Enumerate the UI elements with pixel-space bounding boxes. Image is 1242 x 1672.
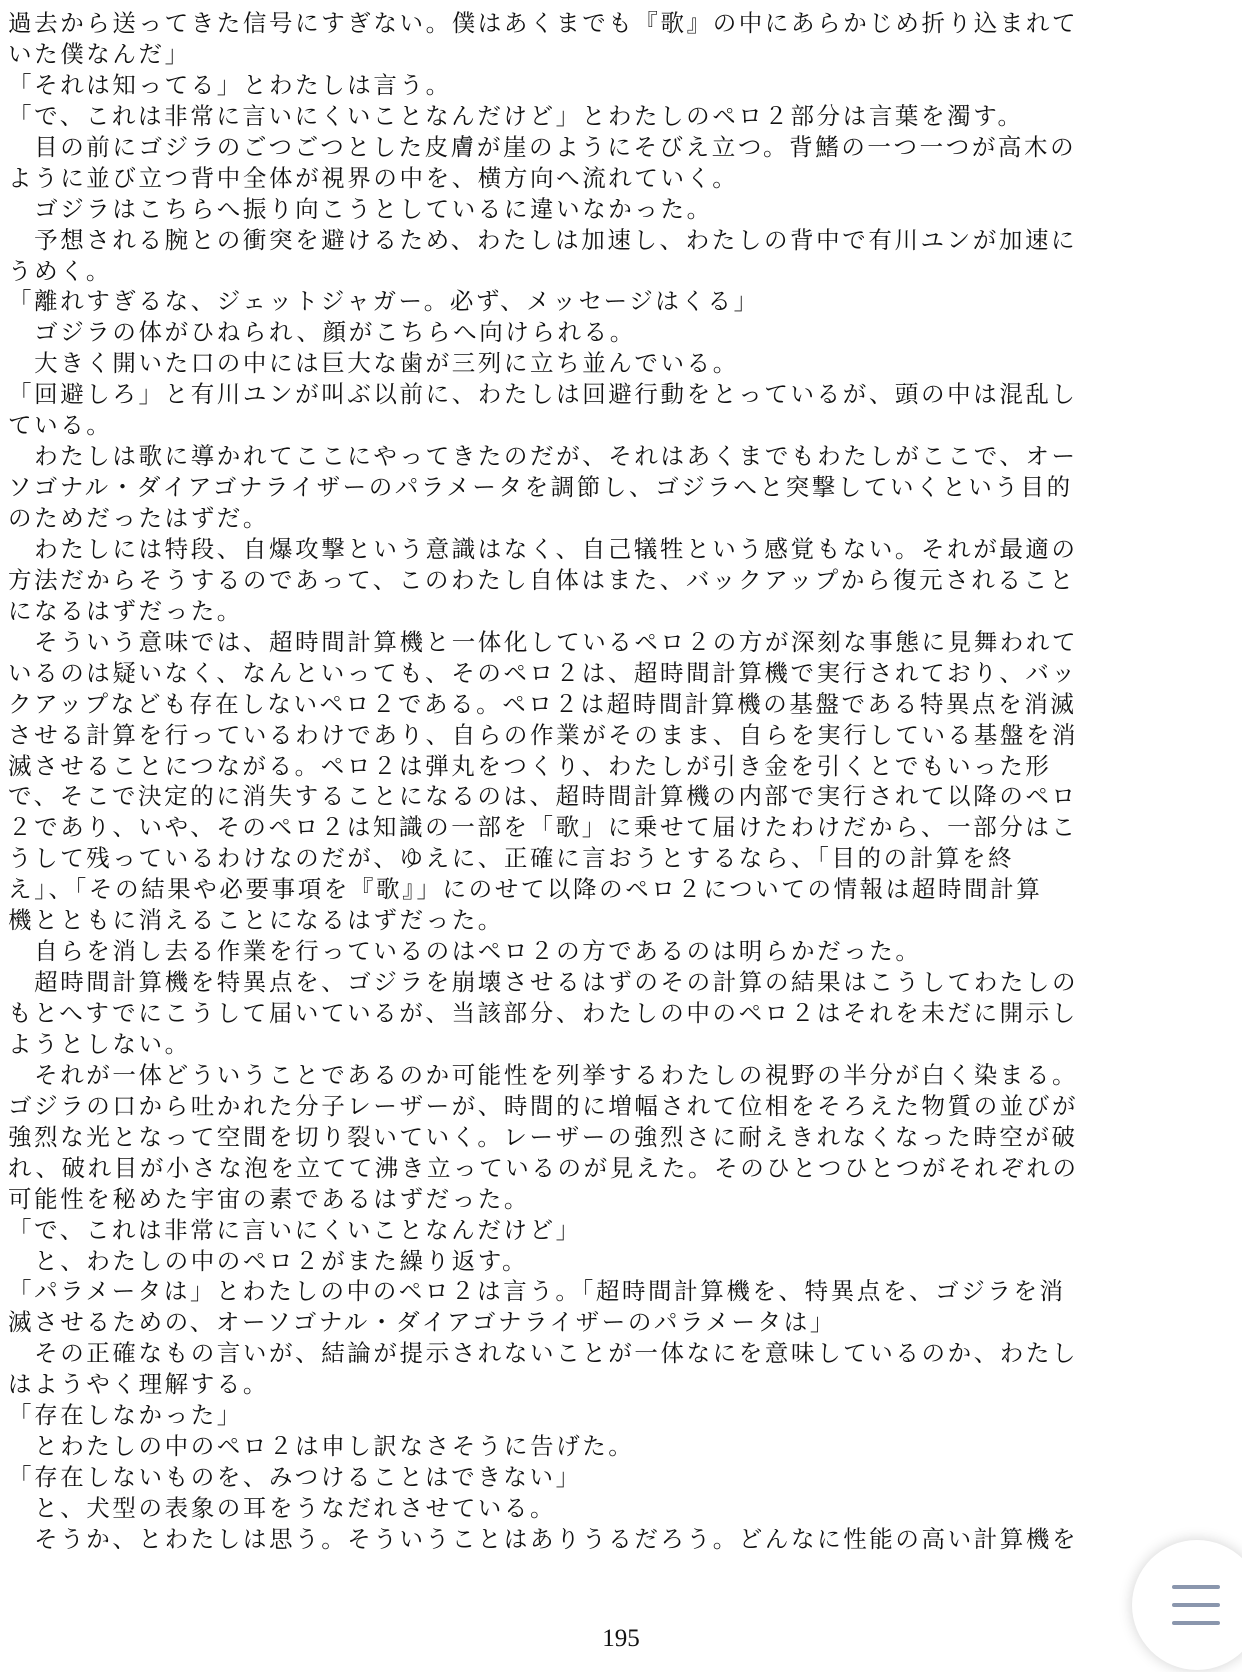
text-line: そういう意味では、超時間計算機と一体化しているペロ２の方が深刻な事態に見舞われて	[8, 627, 1079, 656]
text-line: 大きく開いた口の中には巨大な歯が三列に立ち並んでいる。	[8, 349, 739, 378]
text-line: ようとしない。	[8, 1029, 191, 1058]
text-line: はようやく理解する。	[8, 1370, 269, 1399]
text-line: 目の前にゴジラのごつごつとした皮膚が崖のようにそびえ立つ。背鰭の一つ一つが高木の	[8, 132, 1077, 161]
text-line: ２であり、いや、そのペロ２は知識の一部を「歌」に乗せて届けたわけだから、一部分はこ	[8, 813, 1078, 842]
text-line: 可能性を秘めた宇宙の素であるはずだった。	[8, 1184, 530, 1213]
text-line: 「存在しないものを、みつけることはできない」	[8, 1463, 582, 1492]
text-line: 自らを消し去る作業を行っているのはペロ２の方であるのは明らかだった。	[8, 937, 922, 966]
text-line: うして残っているわけなのだが、ゆえに、正確に言おうとするなら、「目的の計算を終	[8, 844, 1015, 873]
text-line: わたしは歌に導かれてここにやってきたのだが、それはあくまでもわたしがここで、オー	[8, 442, 1078, 471]
text-line: 機とともに消えることになるはずだった。	[8, 906, 504, 935]
text-line: 「存在しなかった」	[8, 1401, 243, 1430]
text-line: で、そこで決定的に消失することになるのは、超時間計算機の内部で実行されて以降のペロ	[8, 782, 1078, 811]
text-line: のためだったはずだ。	[8, 504, 269, 532]
text-line: と、犬型の表象の耳をうなだれさせている。	[8, 1494, 557, 1522]
text-line: 「で、これは非常に言いにくいことなんだけど」とわたしのペロ２部分は言葉を濁す。	[8, 101, 1024, 130]
text-line: もとへすでにこうして届いているが、当該部分、わたしの中のペロ２はそれを未だに開示し	[8, 999, 1078, 1027]
text-line: え」、「その結果や必要事項を『歌』」にのせて以降のペロ２についての情報は超時間計算	[8, 875, 1043, 904]
text-line: 超時間計算機を特異点を、ゴジラを崩壊させるはずのその計算の結果はこうしてわたしの	[8, 968, 1079, 997]
text-line: ゴジラの体がひねられ、顔がこちらへ向けられる。	[8, 318, 636, 347]
text-line: ソゴナル・ダイアゴナライザーのパラメータを調節し、ゴジラへと突撃していくという目的	[8, 473, 1073, 502]
text-line: と、わたしの中のペロ２がまた繰り返す。	[8, 1246, 529, 1275]
text-line: 「パラメータは」とわたしの中のペロ２は言う。「超時間計算機を、特異点を、ゴジラを消	[8, 1277, 1066, 1306]
text-line: ゴジラはこちらへ振り向こうとしているに違いなかった。	[8, 194, 713, 223]
text-line: いるのは疑いなく、なんといっても、そのペロ２は、超時間計算機で実行されており、バッ	[8, 658, 1078, 687]
text-line: 滅させるための、オーソゴナル・ダイアゴナライザーのパラメータは」	[8, 1308, 836, 1337]
text-line: それが一体どういうことであるのか可能性を列挙するわたしの視野の半分が白く染まる。	[8, 1060, 1079, 1089]
text-line: その正確なもの言いが、結論が提示されないことが一体なにを意味しているのか、わたし	[8, 1339, 1079, 1368]
text-line: になるはずだった。	[8, 596, 243, 625]
text-line: ように並び立つ背中全体が視界の中を、横方向へ流れていく。	[8, 163, 739, 192]
text-line: わたしには特段、自爆攻撃という意識はなく、自己犠牲という感覚もない。それが最適の	[8, 534, 1078, 563]
text-line: 予想される腕との衝突を避けるため、わたしは加速し、わたしの背中で有川ユンが加速に	[8, 225, 1078, 254]
text-line: させる計算を行っているわけであり、自らの作業がそのまま、自らを実行している基盤を消	[8, 720, 1079, 749]
text-line: とわたしの中のペロ２は申し訳なさそうに告げた。	[8, 1432, 635, 1461]
text-line: れ、破れ目が小さな泡を立てて沸き立っているのが見えた。そのひとつひとつがそれぞれの	[8, 1153, 1079, 1182]
text-line: 滅させることにつながる。ペロ２は弾丸をつくり、わたしが引き金を引くとでもいった形	[8, 751, 1052, 780]
text-line: 「で、これは非常に言いにくいことなんだけど」	[8, 1215, 582, 1244]
text-line: 「離れすぎるな、ジェットジャガー。必ず、メッセージはくる」	[8, 287, 760, 316]
text-line: ゴジラの口から吐かれた分子レーザーが、時間的に増幅されて位相をそろえた物質の並びが	[8, 1091, 1079, 1120]
text-line: うめく。	[8, 256, 112, 285]
text-line: ている。	[8, 411, 113, 440]
page-number: 195	[602, 1625, 640, 1652]
text-line: そうか、とわたしは思う。そういうことはありうるだろう。どんなに性能の高い計算機を	[8, 1524, 1079, 1553]
text-line: いた僕なんだ」	[8, 39, 191, 68]
text-line: クアップなども存在しないペロ２である。ペロ２は超時間計算機の基盤である特異点を消滅	[8, 689, 1077, 718]
hamburger-menu-icon	[1172, 1585, 1220, 1625]
text-line: 「それは知ってる」とわたしは言う。	[8, 70, 452, 99]
text-line: 過去から送ってきた信号にすぎない。僕はあくまでも『歌』の中にあらかじめ折り込まれて	[8, 9, 1079, 37]
text-line: 「回避しろ」と有川ユンが叫ぶ以前に、わたしは回避行動をとっているが、頭の中は混乱し	[8, 380, 1078, 409]
text-line: 方法だからそうするのであって、このわたし自体はまた、バックアップから復元されること	[8, 565, 1076, 594]
page-body	[8, 8, 1128, 1555]
text-line: 強烈な光となって空間を切り裂いていく。レーザーの強烈さに耐えきれなくなった時空が破	[8, 1122, 1078, 1151]
